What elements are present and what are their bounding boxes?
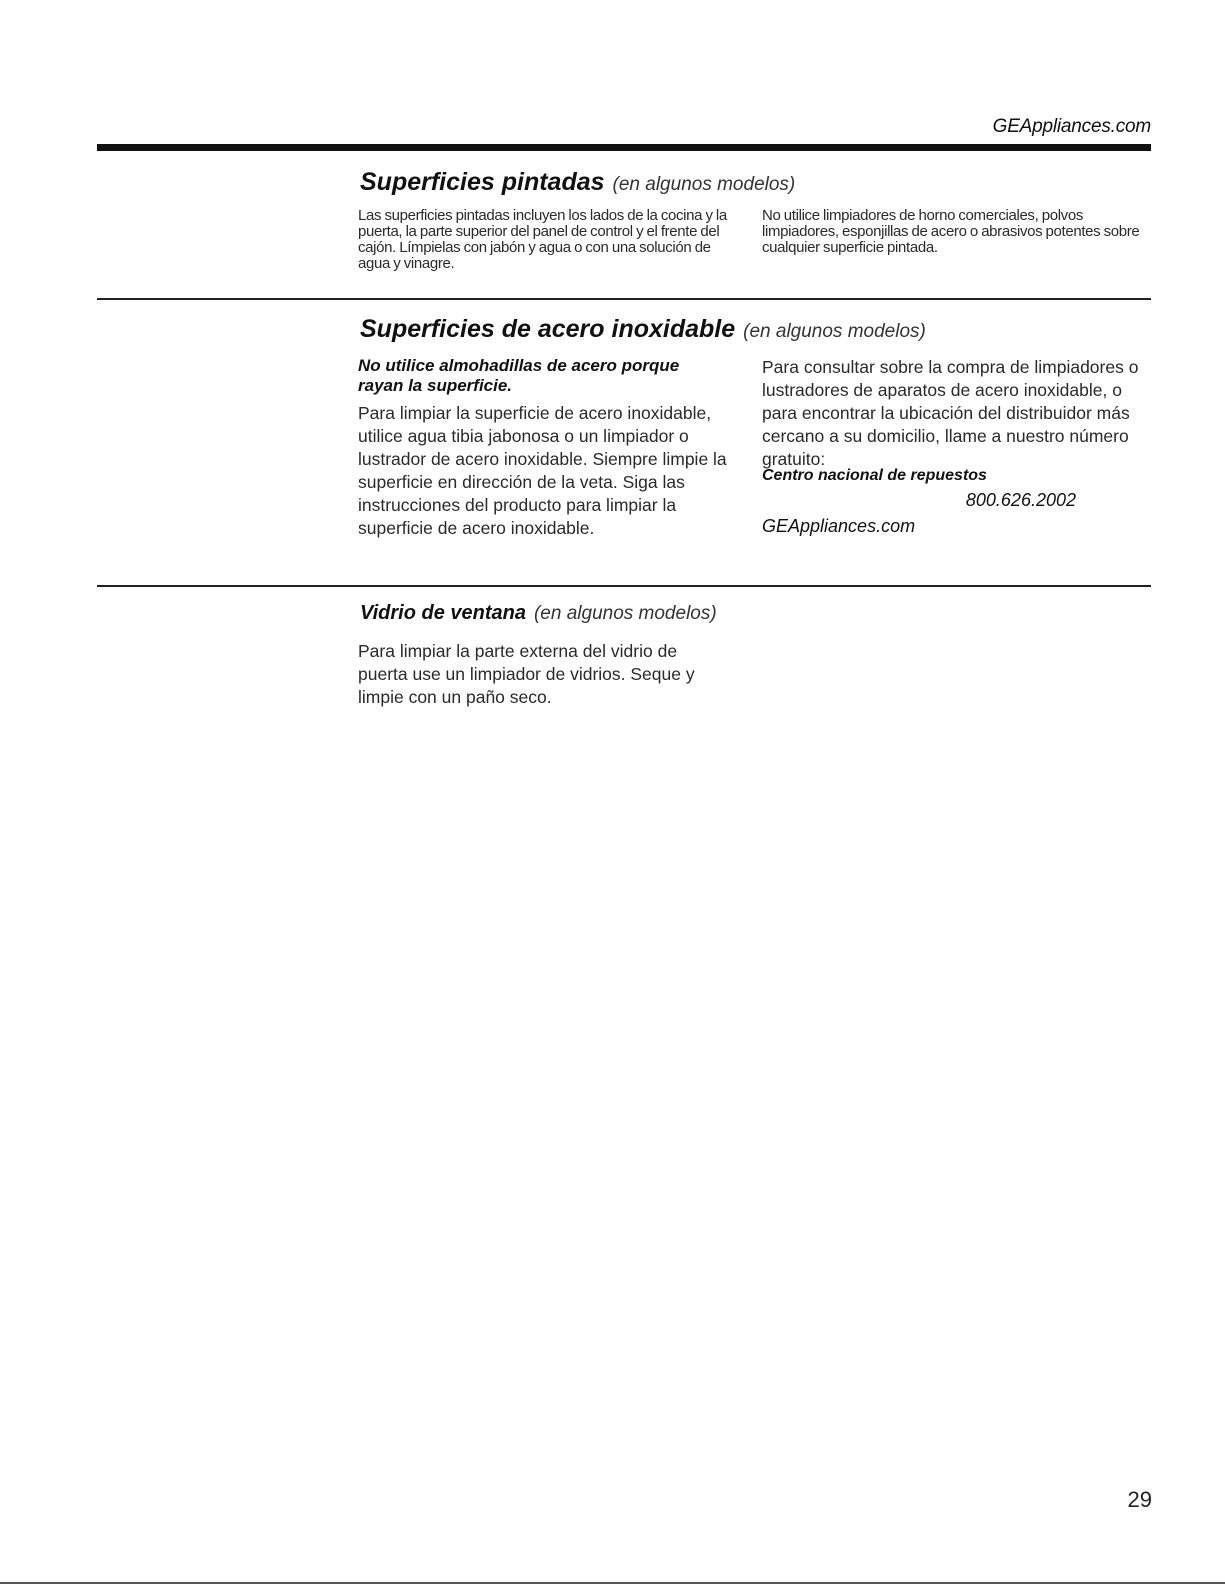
glass-text: Para limpiar la parte externa del vidrio de puerta use un limpiador de vidrios. Seque y limpie con un paño seco. (358, 641, 695, 707)
section-divider (97, 298, 1151, 300)
painted-right-text: No utilice limpiadores de horno comerciales, polvos limpiadores, esponjillas de acero o abrasivos potentes sobre cualquier superficie pintada. (762, 207, 1140, 256)
contact-label: Centro nacional de repuestos (762, 467, 987, 484)
section-divider (97, 585, 1151, 587)
section-qualifier: (en algunos modelos) (612, 174, 796, 195)
painted-left-text: Las superficies pintadas incluyen los lados de la cocina y la puerta, la parte superior del panel de control y el frente del cajón. Límpielas con jabón y agua o con una solución de agua y vinagre. (358, 207, 727, 272)
section-title-text: Vidrio de ventana (360, 602, 526, 624)
page-number: 29 (1127, 1487, 1152, 1512)
section-qualifier: (en algunos modelos) (743, 321, 926, 342)
site-url-header: GEAppliances.com (992, 116, 1151, 137)
phone-number: 800.626.2002 (965, 490, 1076, 510)
section-title-painted (360, 168, 795, 197)
bottom-edge-line (0, 1582, 1225, 1584)
website-link[interactable]: GEAppliances.com (762, 516, 916, 536)
section-title-text: Superficies de acero inoxidable (360, 315, 736, 343)
header-rule (97, 144, 1151, 151)
stainless-left-text: Para limpiar la superficie de acero inoxidable, utilice agua tibia jabonosa o un limpiador o lustrador de acero inoxidable. Siempre limpie la superficie en dirección de la veta. Siga las instrucciones del producto para limpiar la superficie de acero inoxidable. (358, 403, 727, 538)
stainless-warning: No utilice almohadillas de acero porque rayan la superficie. (358, 356, 680, 395)
section-qualifier: (en algunos modelos) (533, 603, 717, 624)
section-title-text: Superficies pintadas (360, 168, 605, 196)
section-title-stainless (360, 315, 926, 344)
section-title-window-glass (360, 602, 717, 625)
stainless-right-text: Para consultar sobre la compra de limpiadores o lustradores de aparatos de acero inoxidable, o para encontrar la ubicación del distribuidor más cercano a su domicilio, llame a nuestro número gratuito: (762, 357, 1139, 469)
